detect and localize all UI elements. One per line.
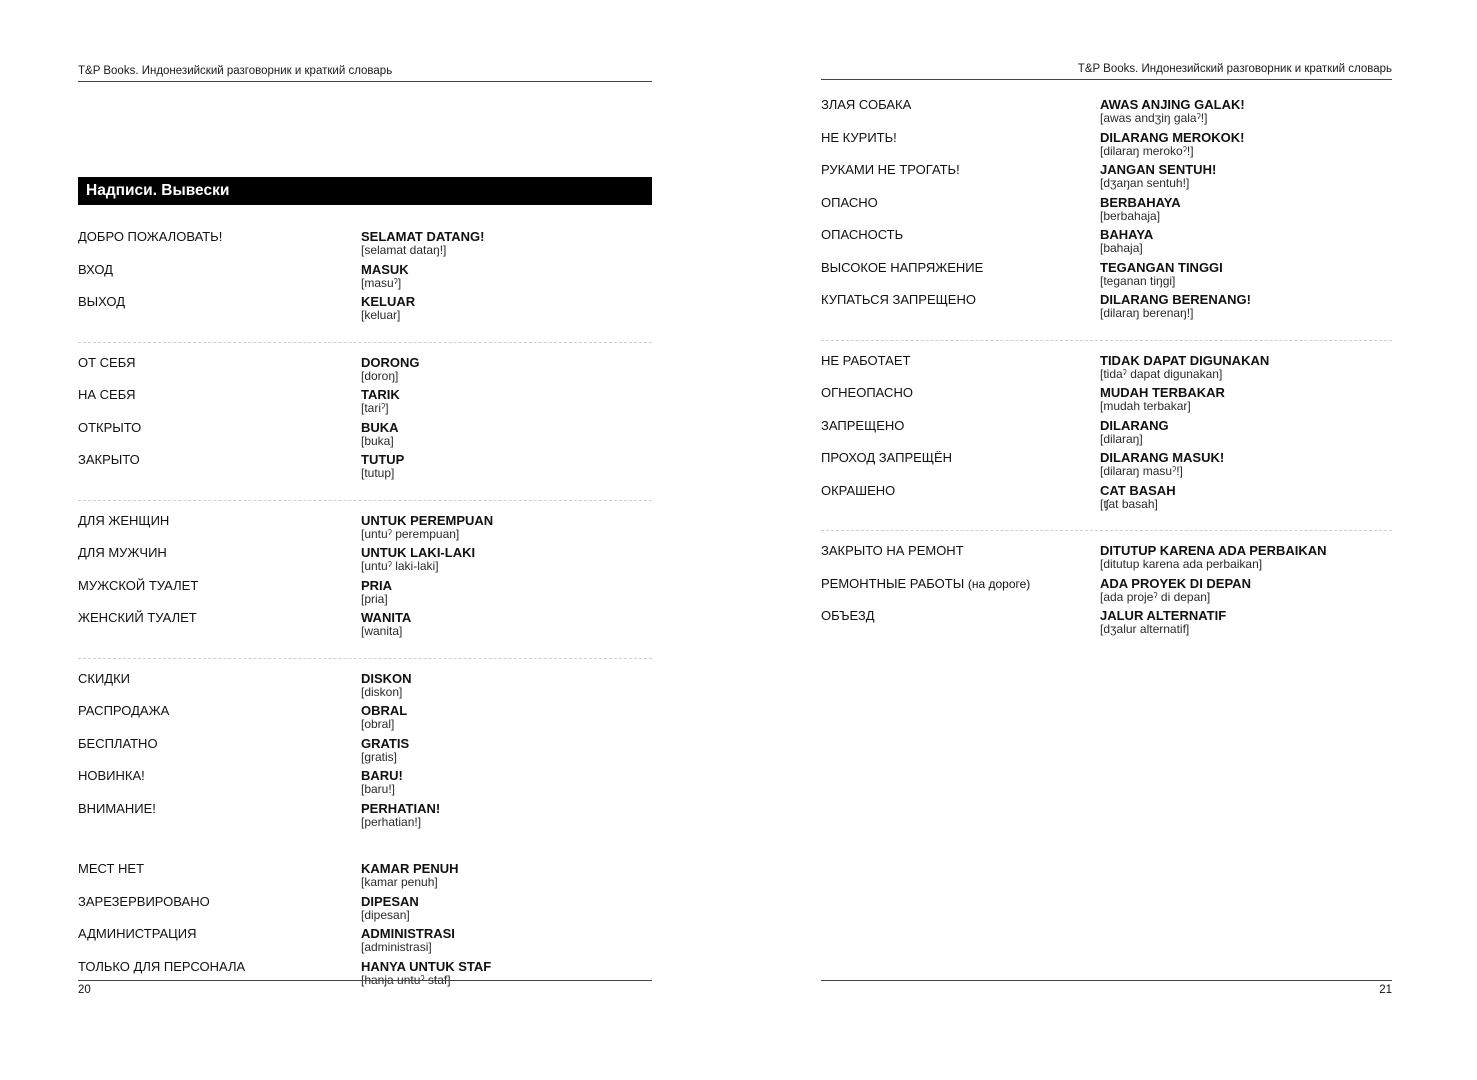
- phrase-row: [821, 419, 1392, 452]
- russian-phrase: [78, 421, 141, 435]
- russian-phrase: [821, 386, 913, 400]
- russian-phrase-text: РАСПРОДАЖА: [78, 703, 170, 718]
- indonesian-phrase: [1100, 196, 1181, 223]
- russian-phrase: [78, 453, 140, 467]
- phrase-row: [78, 579, 652, 612]
- indonesian-phrase: [361, 230, 484, 257]
- indonesian-word: GRATIS: [361, 735, 410, 751]
- transcription: [dilaraŋ]: [1100, 431, 1143, 446]
- indonesian-phrase: [361, 356, 420, 383]
- transcription: [hanja untuˀ staf]: [361, 972, 451, 987]
- phrase-row: [78, 611, 652, 644]
- running-header: T&P Books. Индонезийский разговорник и краткий словарь: [78, 65, 652, 82]
- russian-phrase-text: СКИДКИ: [78, 670, 131, 686]
- transcription: [teganan tiŋgi]: [1100, 273, 1176, 288]
- russian-phrase-text: ОТКРЫТО: [78, 419, 142, 435]
- russian-phrase: [821, 293, 976, 307]
- indonesian-word: TIDAK DAPAT DIGUNAKAN: [1100, 352, 1270, 368]
- phrase-group: [821, 340, 1392, 517]
- russian-phrase-text: ДОБРО ПОЖАЛОВАТЬ!: [78, 229, 223, 244]
- phrase-group: [78, 658, 652, 835]
- russian-phrase-text: НЕ РАБОТАЕТ: [821, 352, 911, 368]
- indonesian-word: UNTUK PEREMPUAN: [361, 512, 494, 528]
- transcription: [dipesan]: [361, 907, 410, 922]
- indonesian-phrase: [1100, 484, 1176, 511]
- phrase-row: [78, 295, 652, 328]
- indonesian-word: SELAMAT DATANG!: [361, 229, 485, 244]
- russian-phrase: [78, 514, 169, 528]
- phrase-row: [78, 960, 652, 993]
- phrase-row: [821, 131, 1392, 164]
- russian-phrase: [821, 419, 904, 433]
- footer-rule: [78, 980, 652, 981]
- phrase-row: [821, 386, 1392, 419]
- phrase-row: [821, 98, 1392, 131]
- phrase-row: [78, 546, 652, 579]
- phrase-row: [821, 354, 1392, 387]
- transcription: [tutup]: [361, 466, 395, 480]
- phrase-row: [78, 230, 652, 263]
- indonesian-phrase: [1100, 261, 1223, 288]
- indonesian-word: PRIA: [361, 577, 393, 593]
- phrase-list: [821, 98, 1392, 642]
- transcription: [masuˀ]: [361, 275, 402, 290]
- phrase-row: [821, 228, 1392, 261]
- transcription: [dilaraŋ berenaŋ!]: [1100, 306, 1194, 320]
- russian-phrase: [78, 802, 156, 816]
- transcription: [dʒalur alternatif]: [1100, 622, 1190, 636]
- transcription: [ʧat basah]: [1100, 496, 1158, 511]
- russian-phrase-text: НОВИНКА!: [78, 768, 145, 783]
- russian-phrase: [78, 611, 197, 625]
- indonesian-word: DIPESAN: [361, 893, 419, 909]
- transcription: [tidaˀ dapat digunakan]: [1100, 366, 1223, 381]
- indonesian-phrase: [1100, 419, 1169, 446]
- transcription: [buka]: [361, 433, 394, 448]
- indonesian-phrase: [361, 927, 455, 954]
- indonesian-phrase: [1100, 293, 1251, 320]
- indonesian-phrase: [361, 546, 475, 573]
- transcription: [perhatian!]: [361, 814, 422, 829]
- russian-phrase-text: НЕ КУРИТЬ!: [821, 129, 897, 145]
- transcription: [dilaraŋ merokoˀ!]: [1100, 143, 1194, 158]
- indonesian-phrase: [361, 895, 419, 922]
- russian-phrase-text: БЕСПЛАТНО: [78, 735, 158, 751]
- russian-phrase-text: ДЛЯ ЖЕНЩИН: [78, 512, 170, 528]
- transcription: [wanita]: [361, 624, 403, 638]
- phrase-group: [78, 862, 652, 992]
- russian-phrase: [78, 263, 113, 277]
- phrase-row: [78, 895, 652, 928]
- phrase-row: [821, 451, 1392, 484]
- indonesian-word: KELUAR: [361, 294, 416, 309]
- russian-phrase: [78, 862, 144, 876]
- russian-phrase: [78, 230, 222, 244]
- transcription: [diskon]: [361, 684, 403, 699]
- russian-phrase-text: РУКАМИ НЕ ТРОГАТЬ!: [821, 162, 960, 177]
- indonesian-word: TUTUP: [361, 452, 405, 467]
- phrase-row: [78, 927, 652, 960]
- indonesian-phrase: [361, 263, 409, 290]
- indonesian-word: MUDAH TERBAKAR: [1100, 385, 1225, 400]
- russian-phrase-text: ЖЕНСКИЙ ТУАЛЕТ: [78, 610, 197, 625]
- indonesian-word: AWAS ANJING GALAK!: [1100, 97, 1245, 112]
- indonesian-phrase: [361, 388, 400, 415]
- russian-phrase: [78, 295, 125, 309]
- transcription: [dilaraŋ masuˀ!]: [1100, 464, 1183, 478]
- phrase-row: [78, 737, 652, 770]
- russian-phrase: [821, 577, 1030, 591]
- phrase-row: [78, 704, 652, 737]
- indonesian-word: DORONG: [361, 354, 420, 370]
- indonesian-phrase: [361, 737, 409, 764]
- indonesian-word: JALUR ALTERNATIF: [1100, 608, 1227, 623]
- russian-phrase-text: РЕМОНТНЫЕ РАБОТЫ: [821, 575, 965, 591]
- phrase-row: [78, 769, 652, 802]
- transcription: [tariˀ]: [361, 401, 389, 415]
- indonesian-word: PERHATIAN!: [361, 800, 441, 816]
- transcription: [gratis]: [361, 749, 398, 764]
- russian-phrase: [78, 960, 245, 974]
- indonesian-phrase: [1100, 386, 1225, 413]
- transcription: [baru!]: [361, 782, 396, 796]
- page-number: 21: [1379, 984, 1392, 996]
- indonesian-word: KAMAR PENUH: [361, 861, 459, 876]
- russian-phrase: [78, 737, 158, 751]
- russian-phrase-text: ОБЪЕЗД: [821, 608, 875, 623]
- indonesian-word: WANITA: [361, 610, 412, 625]
- russian-phrase-note: (на дороге): [967, 576, 1031, 591]
- russian-phrase-text: ОКРАШЕНО: [821, 482, 896, 498]
- transcription: [bahaja]: [1100, 241, 1143, 255]
- phrase-row: [78, 862, 652, 895]
- phrase-group: [78, 500, 652, 644]
- russian-phrase: [821, 131, 897, 145]
- footer-rule: [821, 980, 1392, 981]
- russian-phrase: [821, 163, 960, 177]
- russian-phrase-text: ОПАСНОСТЬ: [821, 227, 904, 242]
- phrase-row: [78, 453, 652, 486]
- indonesian-phrase: [361, 802, 440, 829]
- phrase-row: [78, 672, 652, 705]
- phrase-row: [78, 388, 652, 421]
- indonesian-phrase: [361, 960, 491, 987]
- russian-phrase-text: ЗАПРЕЩЕНО: [821, 417, 905, 433]
- indonesian-phrase: [361, 295, 415, 322]
- phrase-group: [821, 98, 1392, 326]
- russian-phrase-text: КУПАТЬСЯ ЗАПРЕЩЕНО: [821, 292, 976, 307]
- indonesian-phrase: [1100, 354, 1269, 381]
- russian-phrase: [821, 98, 911, 112]
- phrase-row: [821, 577, 1392, 610]
- russian-phrase-text: ТОЛЬКО ДЛЯ ПЕРСОНАЛА: [78, 958, 246, 974]
- russian-phrase: [78, 769, 145, 783]
- russian-phrase: [78, 672, 130, 686]
- indonesian-phrase: [361, 453, 404, 480]
- transcription: [administrasi]: [361, 940, 432, 954]
- indonesian-phrase: [1100, 163, 1216, 190]
- russian-phrase: [821, 196, 878, 210]
- running-header: T&P Books. Индонезийский разговорник и краткий словарь: [821, 63, 1392, 80]
- phrase-group: [78, 230, 652, 328]
- indonesian-word: DILARANG MEROKOK!: [1100, 129, 1245, 145]
- left-page: [78, 0, 652, 1080]
- indonesian-word: DISKON: [361, 670, 412, 686]
- phrase-list: [78, 230, 652, 992]
- phrase-group: [78, 342, 652, 486]
- phrase-row: [78, 802, 652, 835]
- russian-phrase-text: ОТ СЕБЯ: [78, 354, 136, 370]
- indonesian-word: ADMINISTRASI: [361, 926, 455, 941]
- indonesian-phrase: [1100, 98, 1245, 125]
- russian-phrase-text: ВЫХОД: [78, 294, 126, 309]
- russian-phrase-text: ЗЛАЯ СОБАКА: [821, 97, 912, 112]
- transcription: [pria]: [361, 591, 388, 606]
- russian-phrase: [821, 354, 910, 368]
- indonesian-phrase: [361, 421, 399, 448]
- indonesian-word: DILARANG MASUK!: [1100, 450, 1225, 465]
- indonesian-word: BUKA: [361, 419, 399, 435]
- phrase-row: [78, 514, 652, 547]
- russian-phrase: [78, 546, 167, 560]
- indonesian-phrase: [361, 672, 412, 699]
- indonesian-phrase: [361, 862, 459, 889]
- transcription: [selamat dataŋ!]: [361, 243, 447, 257]
- indonesian-word: CAT BASAH: [1100, 482, 1176, 498]
- russian-phrase: [821, 544, 964, 558]
- russian-phrase-text: ВХОД: [78, 261, 113, 277]
- indonesian-phrase: [1100, 131, 1244, 158]
- indonesian-word: HANYA UNTUK STAF: [361, 958, 492, 974]
- transcription: [dʒaŋan sentuh!]: [1100, 176, 1190, 190]
- russian-phrase: [821, 261, 983, 275]
- phrase-row: [821, 609, 1392, 642]
- russian-phrase: [78, 388, 136, 402]
- section-title: Надписи. Вывески: [78, 177, 652, 205]
- indonesian-word: BERBAHAYA: [1100, 194, 1181, 210]
- russian-phrase: [78, 356, 136, 370]
- phrase-row: [78, 356, 652, 389]
- indonesian-phrase: [361, 704, 407, 731]
- indonesian-word: JANGAN SENTUH!: [1100, 162, 1217, 177]
- russian-phrase-text: НА СЕБЯ: [78, 387, 136, 402]
- indonesian-word: TEGANGAN TINGGI: [1100, 259, 1223, 275]
- transcription: [untuˀ laki-laki]: [361, 559, 439, 573]
- russian-phrase: [821, 228, 903, 242]
- russian-phrase-text: ОГНЕОПАСНО: [821, 385, 913, 400]
- transcription: [berbahaja]: [1100, 208, 1161, 223]
- phrase-row: [78, 421, 652, 454]
- indonesian-word: TARIK: [361, 387, 400, 402]
- phrase-group: [821, 530, 1392, 642]
- transcription: [keluar]: [361, 308, 401, 322]
- indonesian-phrase: [361, 514, 493, 541]
- indonesian-word: DILARANG BERENANG!: [1100, 292, 1251, 307]
- russian-phrase-text: АДМИНИСТРАЦИЯ: [78, 926, 197, 941]
- indonesian-phrase: [1100, 228, 1153, 255]
- russian-phrase-text: ЗАКРЫТО НА РЕМОНТ: [821, 543, 964, 558]
- transcription: [mudah terbakar]: [1100, 399, 1191, 413]
- transcription: [ditutup karena ada perbaikan]: [1100, 557, 1263, 571]
- phrase-row: [78, 263, 652, 296]
- transcription: [awas andʒiŋ galaˀ!]: [1100, 111, 1208, 125]
- indonesian-word: OBRAL: [361, 703, 408, 718]
- indonesian-phrase: [1100, 609, 1226, 636]
- indonesian-phrase: [1100, 544, 1327, 571]
- phrase-row: [821, 261, 1392, 294]
- indonesian-phrase: [1100, 451, 1224, 478]
- indonesian-word: ADA PROYEK DI DEPAN: [1100, 575, 1251, 591]
- transcription: [kamar penuh]: [361, 875, 438, 889]
- russian-phrase: [821, 484, 895, 498]
- russian-phrase-text: ВЫСОКОЕ НАПРЯЖЕНИЕ: [821, 259, 984, 275]
- phrase-row: [821, 544, 1392, 577]
- russian-phrase-text: ЗАКРЫТО: [78, 452, 140, 467]
- russian-phrase-text: ДЛЯ МУЖЧИН: [78, 545, 167, 560]
- russian-phrase-text: ВНИМАНИЕ!: [78, 800, 156, 816]
- indonesian-word: DITUTUP KARENA ADA PERBAIKAN: [1100, 543, 1327, 558]
- phrase-row: [821, 163, 1392, 196]
- indonesian-word: UNTUK LAKI-LAKI: [361, 545, 476, 560]
- transcription: [ada projeˀ di depan]: [1100, 589, 1211, 604]
- indonesian-word: BARU!: [361, 768, 403, 783]
- phrase-row: [821, 293, 1392, 326]
- indonesian-phrase: [361, 579, 392, 606]
- indonesian-phrase: [1100, 577, 1251, 604]
- phrase-row: [821, 484, 1392, 517]
- indonesian-word: MASUK: [361, 261, 409, 277]
- phrase-row: [821, 196, 1392, 229]
- transcription: [doroŋ]: [361, 368, 399, 383]
- russian-phrase: [821, 451, 952, 465]
- indonesian-phrase: [361, 611, 411, 638]
- russian-phrase-text: МЕСТ НЕТ: [78, 861, 145, 876]
- transcription: [untuˀ perempuan]: [361, 526, 460, 541]
- indonesian-word: DILARANG: [1100, 417, 1169, 433]
- indonesian-word: BAHAYA: [1100, 227, 1154, 242]
- russian-phrase-text: ОПАСНО: [821, 194, 878, 210]
- transcription: [obral]: [361, 717, 395, 731]
- russian-phrase-text: ЗАРЕЗЕРВИРОВАНО: [78, 893, 210, 909]
- page-number: 20: [78, 984, 91, 996]
- russian-phrase-text: ПРОХОД ЗАПРЕЩЁН: [821, 450, 953, 465]
- right-page: [821, 0, 1392, 1080]
- russian-phrase: [78, 927, 197, 941]
- russian-phrase: [78, 895, 210, 909]
- indonesian-phrase: [361, 769, 403, 796]
- russian-phrase: [78, 579, 198, 593]
- russian-phrase: [821, 609, 875, 623]
- russian-phrase-text: МУЖСКОЙ ТУАЛЕТ: [78, 577, 199, 593]
- russian-phrase: [78, 704, 169, 718]
